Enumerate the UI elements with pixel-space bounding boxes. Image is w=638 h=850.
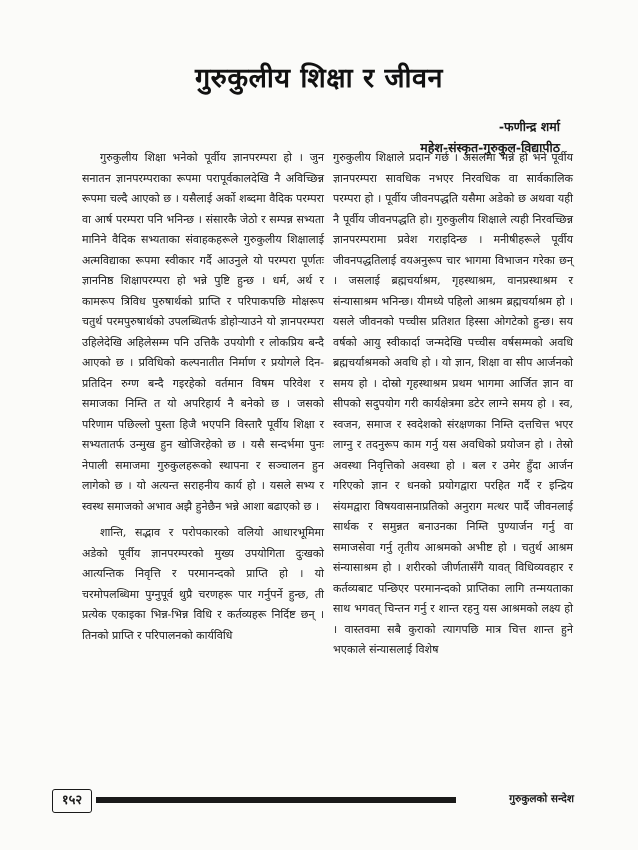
- page-footer: [44, 786, 574, 814]
- paragraph: शान्ति, सद्भाव र परोपकारको वलियो आधारभूमिमा अडेको पूर्वीय ज्ञानपरम्परको मुख्य उपयोगिता दुःखको आत्यन्तिक निवृत्ति र परमानन्दको प्राप्ति हो । यो चरमोपलब्धिमा पुग्नुपूर्व थुप्रै चरणहरू पार गर्नुपर्ने हुन्छ, ती प्रत्येक एकाइका भिन्न-भिन्न विधि र कर्तव्यहरू निर्दिष्ट छन् । तिनको प्राप्ति र परिपालनको कार्यविधि: [82, 526, 324, 642]
- article-title: गुरुकुलीय शिक्षा र जीवन: [194, 63, 443, 94]
- left-column: [82, 148, 324, 646]
- page-number: १५२: [52, 789, 92, 813]
- right-column: [333, 148, 573, 661]
- paragraph: गुरुकुलीय शिक्षा भनेको पूर्वीय ज्ञानपरम्परा हो । जुन सनातन ज्ञानपरम्पराका रूपमा परापूर्वकालदेखि नै अविच्छिन्न रूपमा चल्दै आएको छ । यसैलाई अर्को शब्दमा वैदिक परम्परा वा आर्ष परम्परा पनि भनिन्छ । संसारकै जेठो र सम्पन्न सभ्यता मानिने वैदिक सभ्यताका संवाहकहरूले गुरुकुलीय शिक्षालाई अत्मविद्याका रूपमा स्वीकार गर्दै आउनुले यो परम्परा पूर्णतः ज्ञाननिष्ठ शिक्षापरम्परा हो भन्ने पुष्टि हुन्छ । धर्म, अर्थ र कामरूप त्रिविध पुरुषार्थको प्राप्ति र परिपाकपछि मोक्षरूप चतुर्थ परमपुरुषार्थको उपलब्धितर्फ डोहोऱ्याउने यो ज्ञानपरम्परा उहिलेदेखि अहिलेसम्म पनि उत्तिकै उपयोगी र लोकप्रिय बन्दै आएको छ । प्रविधिको कल्पनातीत निर्माण र प्रयोगले दिन-प्रतिदिन रुग्ण बन्दै गइरहेको वर्तमान विषम परिवेश र समाजका निम्ति त यो अपरिहार्य नै बनेको छ । जसको परिणाम पछिल्लो पुस्ता हिजै भएपनि विस्तारै पूर्वीय शिक्षा र सभ्यतातर्फ उन्मुख हुन खोजिरहेको छ । यसै सन्दर्भमा पुनः नेपाली समाजमा गुरुकुलहरूको स्थापना र सञ्चालन हुन लागेको छ । यो अत्यन्त सराहनीय कार्य हो । यसले सभ्य र स्वस्थ समाजको अभाव अझै हुनेछैन भन्ने आशा बढाएको छ ।: [82, 151, 324, 513]
- author-affiliation: महेश-संस्कृत-गुरुकुल-विद्यापीठ: [420, 140, 560, 155]
- footer-rule: [96, 797, 456, 803]
- publication-name: गुरुकुलको सन्देश: [509, 793, 574, 805]
- author-name: -फणीन्द्र शर्मा: [498, 119, 560, 134]
- paragraph: गुरुकुलीय शिक्षाले प्रदान गर्छ । असलमा भन्ने हो भने पूर्वीय ज्ञानपरम्परा सावधिक नभएर निरवधिक वा सार्वकालिक परम्परा हो । पूर्वीय जीवनपद्धति यसैमा अडेको छ अथवा यही नै पूर्वीय जीवनपद्धति हो। गुरुकुलीय शिक्षाले त्यही निरवच्छिन्न ज्ञानपरम्परामा प्रवेश गराइदिन्छ । मनीषीहरूले पूर्वीय जीवनपद्धतिलाई वयअनुरूप चार भागमा विभाजन गरेका छन् । जसलाई ब्रह्मचर्याश्रम, गृहस्थाश्रम, वानप्रस्थाश्रम र संन्यासाश्रम भनिन्छ। यीमध्ये पहिलो आश्रम ब्रह्मचर्याश्रम हो । यसले जीवनको पच्चीस प्रतिशत हिस्सा ओगटेको हुन्छ। सय वर्षको आयु स्वीकार्दा जन्मदेखि पच्चीस वर्षसम्मको अवधि ब्रह्मचर्याश्रमको अवधि हो । यो ज्ञान, शिक्षा वा सीप आर्जनको समय हो । दोस्रो गृहस्थाश्रम प्रथम भागमा आर्जित ज्ञान वा सीपको सदुपयोग गरी कार्यक्षेत्रमा डटेर लाग्ने समय हो । स्व, स्वजन, समाज र स्वदेशको संरक्षणका निम्ति दत्तचित्त भएर लाग्नु र तदनुरूप काम गर्नु यस अवधिको प्रयोजन हो । तेस्रो अवस्था निवृत्तिको अवस्था हो । बल र उमेर हुँदा आर्जन गरिएको ज्ञान र धनको प्रयोगद्वारा परहित गर्दै र इन्द्रिय संयमद्वारा विषयवासनाप्रतिको अनुराग मत्थर पार्दै जीवनलाई सार्थक र समुन्नत बनाउनका निम्ति पुण्यार्जन गर्नु वा समाजसेवा गर्नु तृतीय आश्रमको अभीष्ट हो । चतुर्थ आश्रम संन्यासाश्रम हो । शरीरको जीर्णतासँगै यावत् विधिव्यवहार र कर्तव्यबाट पन्छिएर परमानन्दको प्राप्तिका लागि तन्मयताका साथ भगवत् चिन्तन गर्नु र शान्त रहनु यस आश्रमको लक्ष्य हो । वास्तवमा सबै कुराको त्यागपछि मात्र चित्त शान्त हुने भएकाले संन्यासलाई विशेष: [333, 151, 573, 656]
